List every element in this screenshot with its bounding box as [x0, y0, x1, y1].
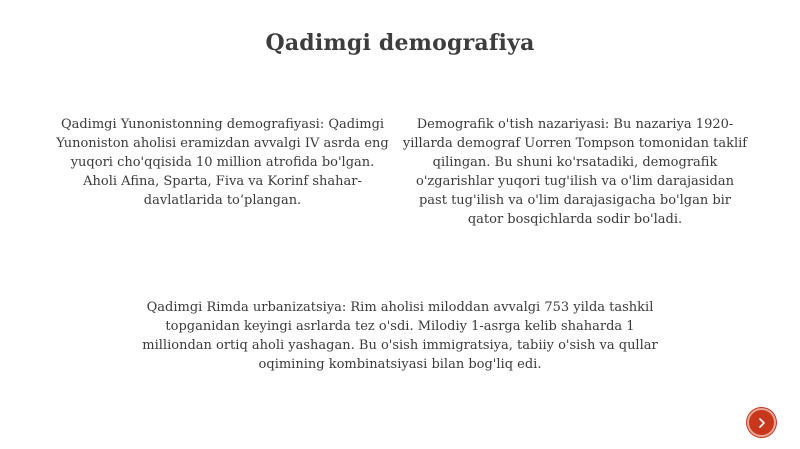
text-block-rome-urbanization: Qadimgi Rimda urbanizatsiya: Rim aholisi miloddan avvalgi 753 yilda tashkil topganidan keyingi asrlarda tez o'sdi. Milodiy 1-asrga kelib shaharda 1 milliondan ortiq aholi yashagan. Bu o'sish immigratsiya, tabiiy o'sish va qullar oqimining kombinatsiyasi bilan bog'liq edi.: [142, 300, 658, 372]
next-slide-button[interactable]: [747, 408, 776, 437]
chevron-right-icon: [756, 417, 768, 429]
text-block-greece-demography: Qadimgi Yunonistonning demografiyasi: Qadimgi Yunoniston aholisi eramizdan avvalgi IV asrda eng yuqori cho'qqisida 10 million atrofida bo'lgan. Aholi Afina, Sparta, Fiva va Korinf shahar-davlatlarida to‘plangan.: [56, 117, 389, 208]
text-block-demographic-transition: Demografik o'tish nazariyasi: Bu nazariya 1920-yillarda demograf Uorren Tompson tomonidan taklif qilingan. Bu shuni ko'rsatadiki, demografik o'zgarishlar yuqori tug'ilish va o'lim darajasidan past tug'ilish va o'lim darajasigacha bo'lgan bir qator bosqichlarda sodir bo'ladi.: [402, 117, 748, 227]
slide-title: Qadimgi demografiya: [265, 30, 535, 56]
